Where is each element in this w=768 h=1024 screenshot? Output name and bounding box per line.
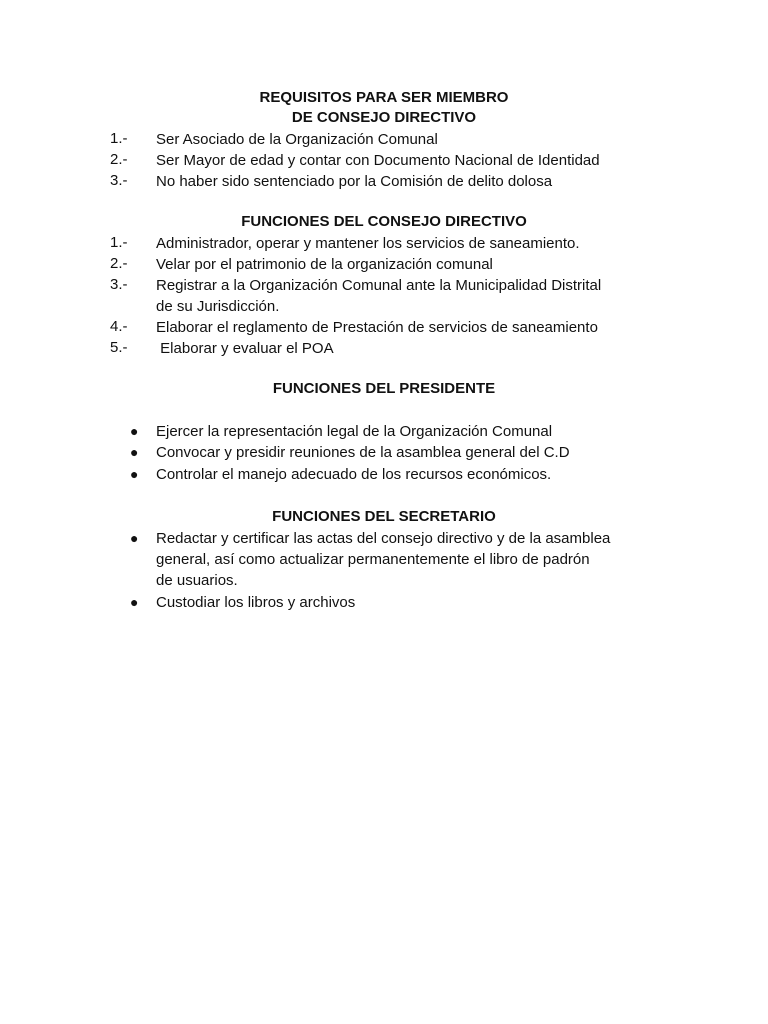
funciones-presidente-title: FUNCIONES DEL PRESIDENTE	[272, 380, 496, 397]
presidente-item-2-text: Convocar y presidir reuniones de la asamblea general del C.D	[156, 444, 570, 461]
consejo-item-5-text: Elaborar y evaluar el POA	[156, 340, 334, 357]
consejo-item-2-text: Velar por el patrimonio de la organización comunal	[156, 256, 493, 273]
presidente-item-1-text: Ejercer la representación legal de la Organización Comunal	[156, 423, 553, 440]
secretario-item-1-line3: de usuarios.	[156, 572, 238, 589]
requisitos-title-line2: DE CONSEJO DIRECTIVO	[291, 109, 477, 126]
requisitos-title-line1: REQUISITOS PARA SER MIEMBRO	[259, 89, 509, 106]
secretario-item-1-line1: Redactar y certificar las actas del consejo directivo y de la asamblea	[156, 530, 611, 547]
secretario-item-2-text: Custodiar los libros y archivos	[156, 594, 356, 611]
requisitos-item-2-number: 2.-	[110, 151, 128, 168]
presidente-item-1-bullet: ●	[130, 423, 139, 439]
consejo-item-1-number: 1.-	[110, 234, 128, 251]
consejo-item-2-number: 2.-	[110, 255, 128, 272]
secretario-item-1-line2: general, así como actualizar permanentemente el libro de padrón	[156, 551, 590, 568]
consejo-item-5-number: 5.-	[110, 339, 128, 356]
presidente-item-3-text: Controlar el manejo adecuado de los recursos económicos.	[156, 466, 552, 483]
consejo-item-4-number: 4.-	[110, 318, 128, 335]
consejo-item-1-text: Administrador, operar y mantener los servicios de saneamiento.	[156, 235, 580, 252]
consejo-item-3-number: 3.-	[110, 276, 128, 293]
requisitos-item-2-text: Ser Mayor de edad y contar con Documento Nacional de Identidad	[156, 152, 600, 169]
requisitos-item-3-text: No haber sido sentenciado por la Comisión de delito dolosa	[156, 173, 553, 190]
secretario-item-2-bullet: ●	[130, 594, 139, 610]
presidente-item-2-bullet: ●	[130, 444, 139, 460]
presidente-item-3-bullet: ●	[130, 466, 139, 482]
requisitos-item-3-number: 3.-	[110, 172, 128, 189]
consejo-item-3-text: Registrar a la Organización Comunal ante la Municipalidad Distrital	[156, 277, 602, 294]
consejo-item-4-text: Elaborar el reglamento de Prestación de servicios de saneamiento	[156, 319, 598, 336]
consejo-item-3-text-continued: de su Jurisdicción.	[156, 298, 280, 315]
funciones-consejo-title: FUNCIONES DEL CONSEJO DIRECTIVO	[241, 213, 527, 230]
funciones-secretario-title: FUNCIONES DEL SECRETARIO	[272, 508, 496, 525]
requisitos-item-1-text: Ser Asociado de la Organización Comunal	[156, 131, 438, 148]
requisitos-item-1-number: 1.-	[110, 130, 128, 147]
secretario-item-1-bullet: ●	[130, 530, 139, 546]
